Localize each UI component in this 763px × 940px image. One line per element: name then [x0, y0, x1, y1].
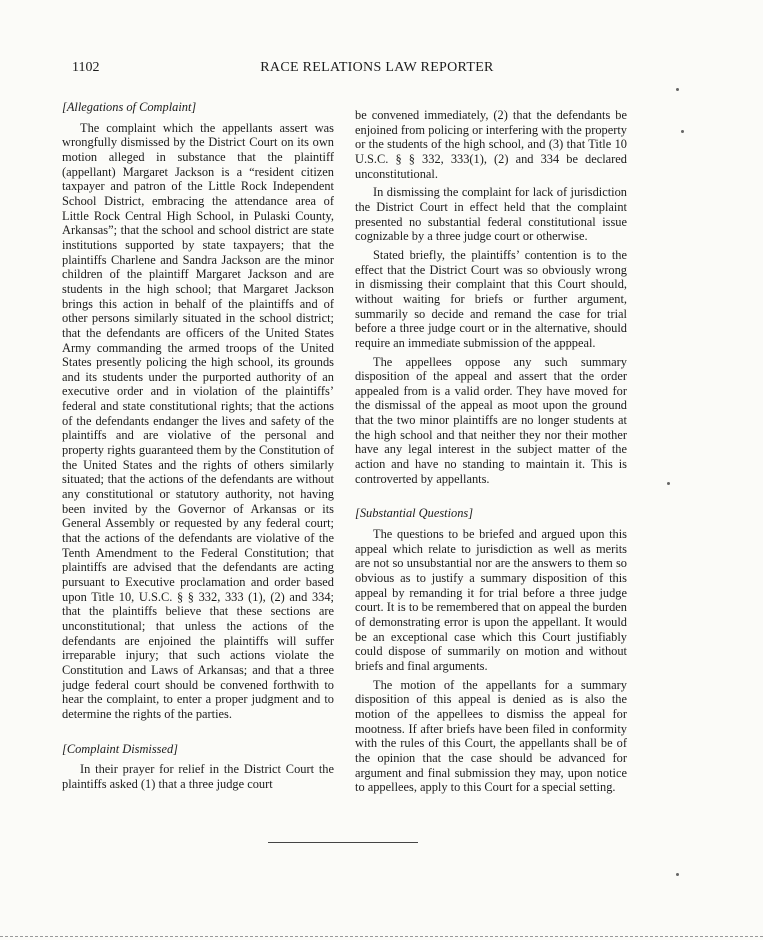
- page-header: [72, 60, 682, 80]
- scan-speck: [676, 88, 679, 91]
- scan-speck: [667, 482, 670, 485]
- left-column: [62, 100, 334, 796]
- paragraph: The appellees oppose any such summary disposition of the appeal and assert that the order appealed from is a valid order. They have moved for the dismissal of the appeal as moot upon the ground that the two minor plaintiffs are no longer students at the high school and that neither they nor their mother have any legal interest in the subject matter of the action and have no standing to maintain it. This is controverted by appellants.: [355, 354, 627, 486]
- section-heading-substantial: [Substantial Questions]: [355, 506, 474, 521]
- scan-speck: [681, 130, 684, 133]
- paragraph: The complaint which the appellants assert was wrongfully dismissed by the District Court on its own motion alleged in substance that the plaintiff (appellant) Margaret Jackson is a “resident citizen taxpayer and patron of the Little Rock Independent School District, embracing the attendance area of Little Rock Central High School, in Pulaski County, Arkansas”; that the school and school district are state institutions supported by state taxpayers; that the plaintiffs Charlene and Sandra Jackson are the minor children of the plaintiff Margaret Jackson and are students in the high school; that Margaret Jackson brings this action in behalf of the plaintiffs and of other persons similarly situated in the school district; that the defendants are officers of the United States Army commanding the armed troops of the United States presently policing the high school, its grounds and its students under the purported authority of an executive order and in violation of the plaintiffs’ federal and state constitutional rights; that the actions of the defendants endanger the lives and safety of the plaintiffs and are violative of the personal and property rights guaranteed them by the Constitution of the United States and the rights of others similarly situated; that the actions of the defendants are without any constitutional or statutory authority, not having been invited by the Governor of Arkansas or its General Assembly or requested by any federal court; that the actions of the defendants are violative of the Tenth Amendment to the Federal Constitution; that plaintiffs are advised that the defendants are acting pursuant to Executive proclamation and order based upon Title 10, U.S.C. § § 332, 333 (1), (2) and 334; that the plaintiffs believe that these sections are unconstitutional; that unless the actions of the defendants are enjoined the plaintiffs will suffer irreparable injury; that such actions violate the Constitution and Laws of Arkansas; and that a three judge federal court should be convened forthwith to hear the complaint, to enter a proper judgment and to determine the rights of the parties.: [62, 120, 334, 721]
- paragraph: In dismissing the complaint for lack of jurisdiction the District Court in effect held that the complaint presented no substantial federal constitutional issue cognizable by a three judge court or otherwise.: [355, 185, 627, 244]
- section-heading-dismissed: [Complaint Dismissed]: [62, 741, 179, 756]
- paragraph: be convened immediately, (2) that the defendants be enjoined from policing or interfering with the property or the students of the high school, and (3) that Title 10 U.S.C. § § 332, 333(1), (2) and 334 be declared unconstitutional.: [355, 108, 627, 181]
- running-title: RACE RELATIONS LAW REPORTER: [260, 60, 494, 75]
- paragraph: The motion of the appellants for a summary disposition of this appeal is denied as is also the motion of the appellees to dismiss the appeal for mootness. If after briefs have been filed in conformity with the rules of this Court, the appellants shall be of the opinion that the case should be advanced for argument and final submission they may, upon notice to appellees, apply to this Court for a special setting.: [355, 677, 627, 795]
- page-number: 1102: [72, 60, 100, 75]
- paragraph: The questions to be briefed and argued upon this appeal which relate to jurisdiction as well as merits are not so unsubstantial nor are the answers to them so obvious as to justify a summary disposition of this appeal by remanding it for trial before a three judge court. It is to be remembered that on appeal the burden of demonstrating error is upon the appellant. It would be an exceptional case which this Court justifiably could dispose of summarily on motion and without briefs and final arguments.: [355, 527, 627, 673]
- paragraph: In their prayer for relief in the District Court the plaintiffs asked (1) that a three judge court: [62, 762, 334, 791]
- scan-speck: [676, 873, 679, 876]
- end-rule: [268, 842, 418, 843]
- section-heading-allegations: [Allegations of Complaint]: [62, 100, 197, 114]
- right-column: [355, 108, 627, 799]
- paragraph: Stated briefly, the plaintiffs’ contention is to the effect that the District Court was so obviously wrong in dismissing their complaint that this Court should, without waiting for briefs or further argument, summarily so decide and remand the case for trial before a three judge court or in the alternative, should require an immediate submission of the apppeal.: [355, 247, 627, 350]
- scan-edge: [0, 936, 763, 937]
